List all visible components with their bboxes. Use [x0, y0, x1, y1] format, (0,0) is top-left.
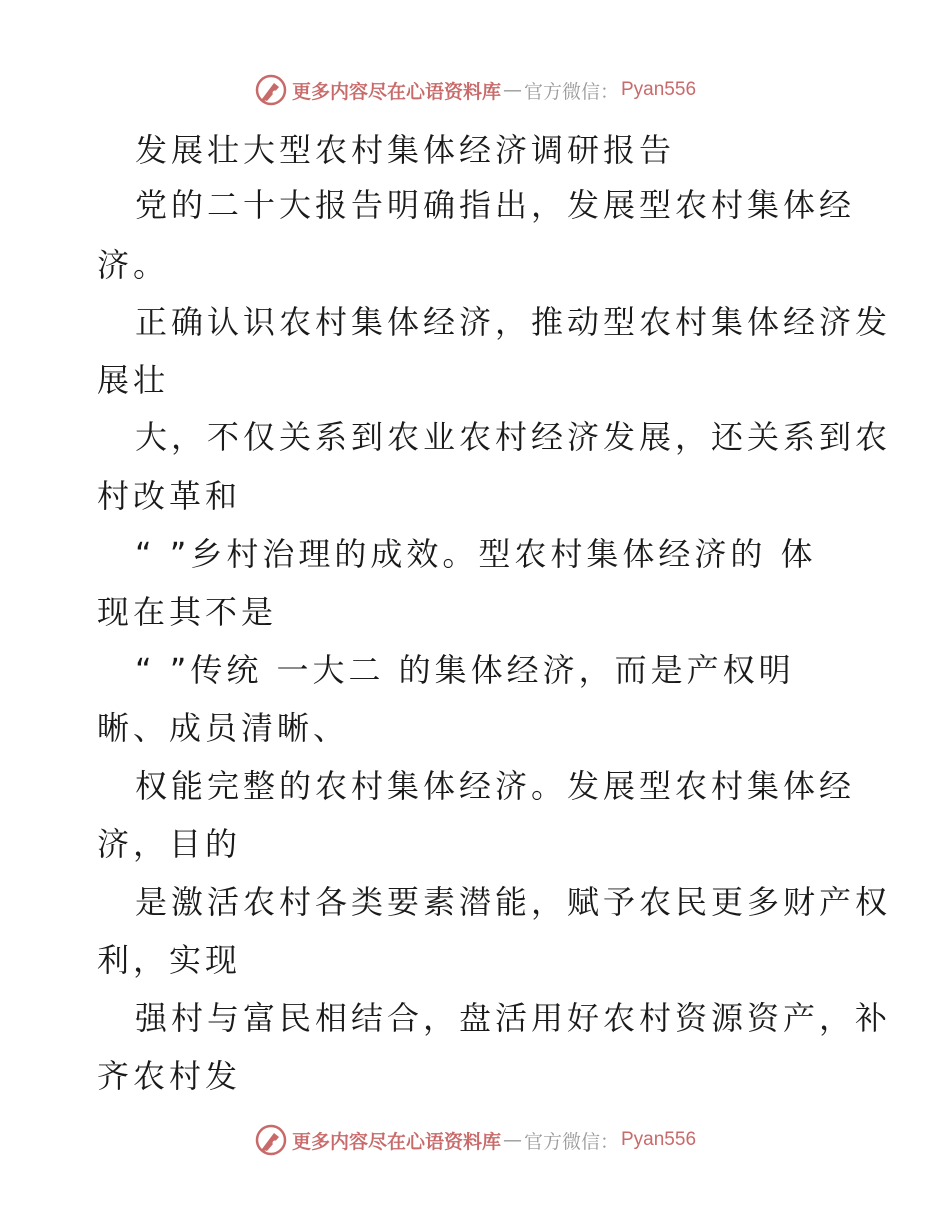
doc-line: 齐农村发 [97, 1057, 242, 1095]
doc-line: 大，不仅关系到农业农村经济发展，还关系到农 [135, 418, 892, 456]
doc-line: 现在其不是 [97, 593, 278, 631]
watermark-wechat-id: Pyan556 [621, 1129, 697, 1150]
watermark-wechat-id: Pyan556 [621, 79, 697, 100]
watermark-dash: — [502, 1129, 522, 1151]
doc-line: 强村与富民相结合，盘活用好农村资源资产，补 [135, 999, 892, 1037]
doc-line: 利，实现 [97, 941, 242, 979]
pen-logo-icon [254, 73, 288, 107]
header-watermark-banner [0, 70, 950, 110]
doc-line: “ ”乡村治理的成效。型农村集体经济的 体 [135, 535, 817, 573]
doc-line: 展壮 [97, 361, 170, 399]
doc-line: 正确认识农村集体经济，推动型农村集体经济发 [135, 303, 892, 341]
doc-line: 是激活农村各类要素潜能，赋予农民更多财产权 [135, 883, 892, 921]
doc-line: 村改革和 [97, 477, 242, 515]
doc-line: 权能完整的农村集体经济。发展型农村集体经 [135, 767, 856, 805]
doc-line: 晰、成员清晰、 [97, 709, 350, 747]
watermark-text: 更多内容尽在心语资料库 [291, 1130, 501, 1153]
pen-logo-icon [254, 1123, 288, 1157]
doc-line: 济。 [97, 246, 170, 284]
doc-line: 党的二十大报告明确指出，发展型农村集体经 [135, 186, 856, 224]
watermark-wechat-label: 官方微信： [523, 80, 619, 103]
watermark-wechat-label: 官方微信： [523, 1130, 619, 1153]
watermark-text: 更多内容尽在心语资料库 [291, 80, 501, 103]
doc-title: 发展壮大型农村集体经济调研报告 [135, 131, 676, 169]
watermark-dash: — [502, 79, 522, 101]
doc-line: 济，目的 [97, 825, 242, 863]
doc-line: “ ”传统 一大二 的集体经济，而是产权明 [135, 651, 795, 689]
footer-watermark-banner [0, 1120, 950, 1160]
